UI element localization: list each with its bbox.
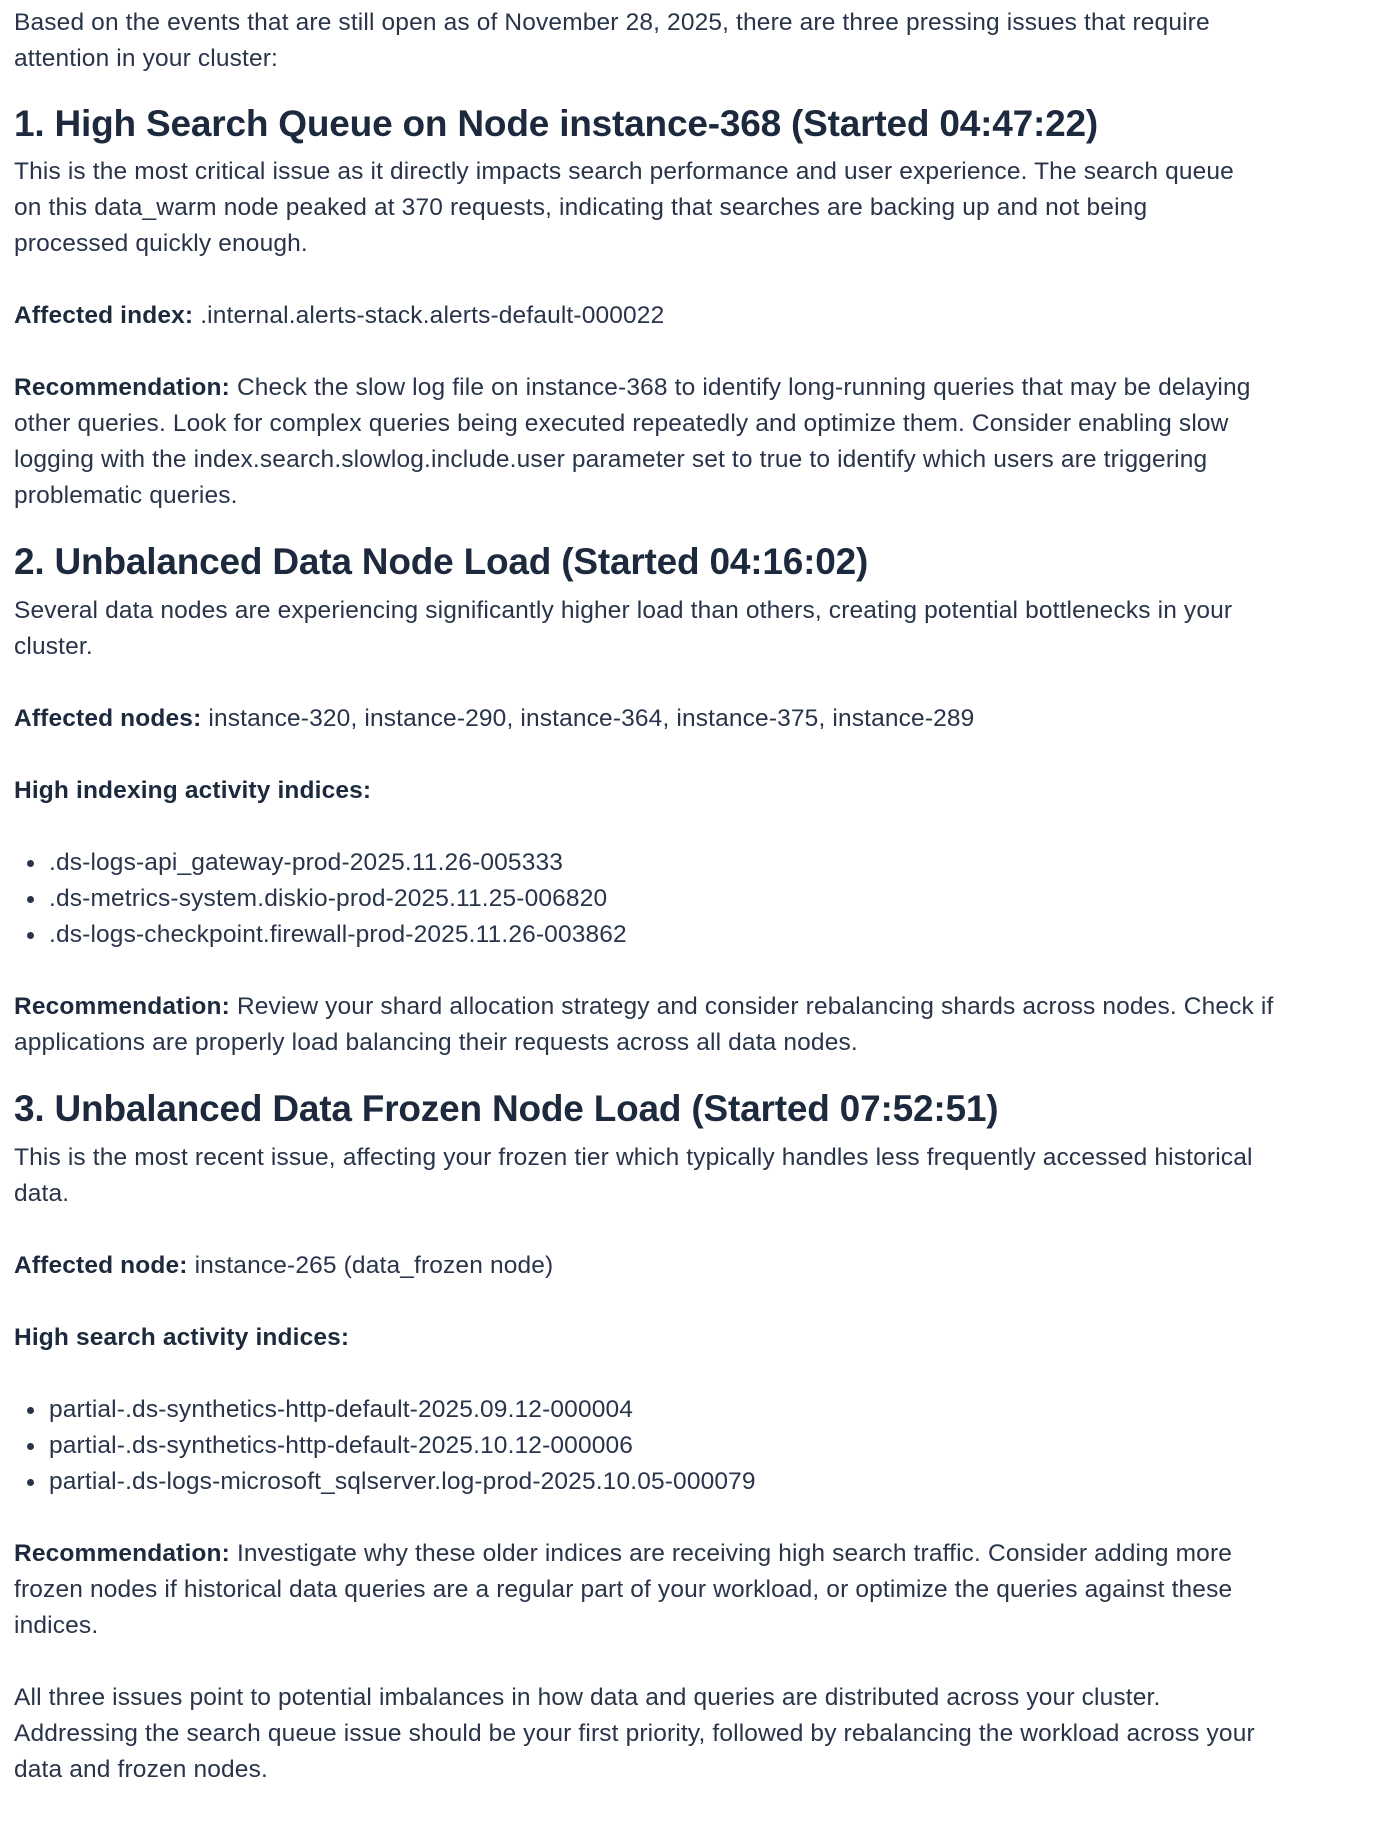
text-line: on this data_warm node peaked at 370 requests, indicating that searches are backing up and not being — [14, 194, 1148, 221]
index-name: .ds-logs-checkpoint.firewall-prod-2025.11.26-003862 — [49, 921, 627, 948]
text-line: indices. — [14, 1612, 99, 1639]
bullet-icon — [27, 896, 34, 903]
index-name: partial-.ds-logs-microsoft_sqlserver.log-prod-2025.10.05-000079 — [49, 1468, 756, 1495]
list-item — [14, 845, 1374, 881]
text-line: Addressing the search queue issue should be your first priority, followed by rebalancing the workload across your — [14, 1720, 1255, 1747]
issue-3-recommendation — [14, 1536, 1374, 1644]
issue-2-indices-list — [14, 845, 1374, 953]
text-line: All three issues point to potential imbalances in how data and queries are distributed across your cluster. — [14, 1684, 1161, 1711]
intro-paragraph — [14, 5, 1374, 77]
text-line: Check the slow log file on instance-368 to identify long-running queries that may be delaying — [236, 374, 1251, 401]
affected-label: Affected node: — [14, 1252, 188, 1279]
index-name: partial-.ds-synthetics-http-default-2025.10.12-000006 — [49, 1432, 634, 1459]
index-name: partial-.ds-synthetics-http-default-2025.09.12-000004 — [49, 1396, 634, 1423]
list-item — [14, 1392, 1374, 1428]
issue-1-recommendation — [14, 370, 1374, 514]
bullet-icon — [27, 932, 34, 939]
list-item — [14, 917, 1374, 953]
issue-1-affected — [14, 298, 1374, 334]
issue-2-recommendation — [14, 989, 1374, 1061]
text-line: other queries. Look for complex queries being executed repeatedly and optimize them. Consider enabling slow — [14, 410, 1229, 437]
bullet-icon — [27, 1443, 34, 1450]
text-line: Several data nodes are experiencing significantly higher load than others, creating potential bottlenecks in your — [14, 597, 1233, 624]
text-line: Based on the events that are still open as of November 28, 2025, there are three pressing issues that require — [14, 9, 1210, 36]
text-line: Investigate why these older indices are receiving high search traffic. Consider adding more — [236, 1540, 1233, 1567]
indices-label: High search activity indices: — [14, 1324, 350, 1351]
recommendation-label: Recommendation: — [14, 1540, 230, 1567]
issue-3-indices-label — [14, 1320, 1374, 1356]
text-line: processed quickly enough. — [14, 230, 308, 257]
assistant-response — [14, 0, 1374, 1788]
text-line: This is the most critical issue as it directly impacts search performance and user experience. The search queue — [14, 158, 1234, 185]
issue-2-affected — [14, 701, 1374, 737]
issue-2-description — [14, 593, 1374, 665]
issue-3-heading: 3. Unbalanced Data Frozen Node Load (Started 07:52:51) — [14, 1088, 999, 1129]
issue-2-heading: 2. Unbalanced Data Node Load (Started 04:16:02) — [14, 541, 869, 582]
list-item — [14, 1464, 1374, 1500]
bullet-icon — [27, 860, 34, 867]
issue-1-description — [14, 154, 1374, 262]
index-name: .ds-metrics-system.diskio-prod-2025.11.25-006820 — [49, 885, 608, 912]
index-name: .ds-logs-api_gateway-prod-2025.11.26-005333 — [49, 849, 564, 876]
affected-value: instance-265 (data_frozen node) — [194, 1252, 554, 1279]
issue-3-indices-list — [14, 1392, 1374, 1500]
text-line: applications are properly load balancing their requests across all data nodes. — [14, 1029, 858, 1056]
text-line: Review your shard allocation strategy and consider rebalancing shards across nodes. Check if — [236, 993, 1274, 1020]
text-line: cluster. — [14, 633, 93, 660]
text-line: frozen nodes if historical data queries are a regular part of your workload, or optimize the queries against these — [14, 1576, 1233, 1603]
issue-3-affected — [14, 1248, 1374, 1284]
text-line: This is the most recent issue, affecting your frozen tier which typically handles less frequently accessed historical — [14, 1144, 1253, 1171]
list-item — [14, 881, 1374, 917]
affected-value: .internal.alerts-stack.alerts-default-000022 — [200, 302, 665, 329]
conclusion-paragraph — [14, 1680, 1374, 1788]
indices-label: High indexing activity indices: — [14, 777, 372, 804]
issue-1-heading: 1. High Search Queue on Node instance-368 (Started 04:47:22) — [14, 103, 1098, 144]
text-line: logging with the index.search.slowlog.include.user parameter set to true to identify which users are triggering — [14, 446, 1208, 473]
affected-label: Affected nodes: — [14, 705, 202, 732]
list-item — [14, 1428, 1374, 1464]
text-line: attention in your cluster: — [14, 45, 279, 72]
text-line: problematic queries. — [14, 482, 238, 509]
issue-2-indices-label — [14, 773, 1374, 809]
bullet-icon — [27, 1479, 34, 1486]
recommendation-label: Recommendation: — [14, 993, 230, 1020]
bullet-icon — [27, 1407, 34, 1414]
affected-value: instance-320, instance-290, instance-364, instance-375, instance-289 — [208, 705, 975, 732]
affected-label: Affected index: — [14, 302, 194, 329]
text-line: data. — [14, 1180, 70, 1207]
text-line: data and frozen nodes. — [14, 1756, 268, 1783]
issue-3-description — [14, 1140, 1374, 1212]
recommendation-label: Recommendation: — [14, 374, 230, 401]
